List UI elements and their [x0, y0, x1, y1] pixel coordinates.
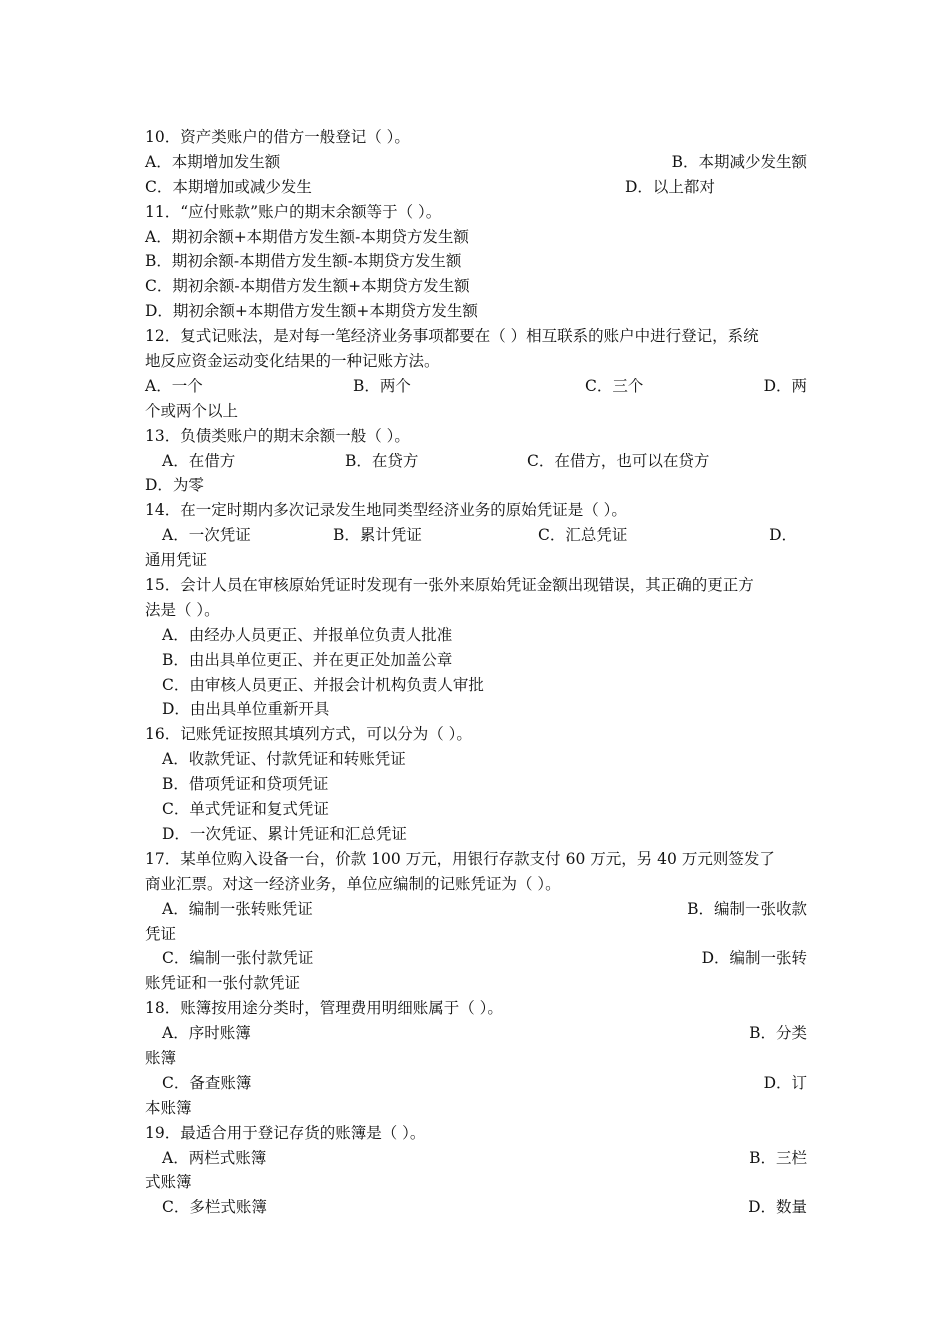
option-d: D．数量 — [748, 1198, 807, 1217]
option-a: A．一次凭证 — [162, 526, 251, 545]
option-row — [145, 449, 807, 474]
option-a: A．两栏式账簿 — [162, 1148, 267, 1167]
question-stem: 19．最适合用于登记存货的账簿是（ ）。 — [145, 1123, 426, 1142]
option-b: B．两个 — [353, 376, 411, 395]
option-row — [145, 1021, 807, 1046]
option-d: D．以上都对 — [625, 177, 715, 196]
option-d: D．由出具单位重新开具 — [162, 700, 330, 719]
question-list — [145, 125, 807, 1220]
option-row — [145, 175, 807, 200]
option-a: A．在借方 — [162, 451, 236, 470]
question-stem-continued: 地反应资金运动变化结果的一种记账方法。 — [145, 352, 440, 371]
option-c: C．期初余额-本期借方发生额+本期贷方发生额 — [145, 277, 470, 296]
option-continued: 通用凭证 — [145, 551, 208, 570]
option-d: D．为零 — [145, 476, 204, 495]
option-b: B．期初余额-本期借方发生额-本期贷方发生额 — [145, 252, 462, 271]
question-stem: 18．账簿按用途分类时，管理费用明细账属于（ ）。 — [145, 999, 503, 1018]
option-row — [145, 1071, 807, 1096]
option-d: D． — [769, 526, 797, 545]
option-row — [145, 946, 807, 971]
question-stem-continued: 法是（ ）。 — [145, 600, 220, 619]
option-d: D．两 — [763, 376, 807, 395]
option-continued: 凭证 — [145, 924, 177, 943]
question-stem: 14．在一定时期内多次记录发生地同类型经济业务的原始凭证是（ ）。 — [145, 501, 627, 520]
option-row — [145, 523, 807, 548]
question-stem: 10．资产类账户的借方一般登记（ ）。 — [145, 128, 410, 146]
option-c: C．备查账簿 — [162, 1073, 252, 1092]
option-d: D．一次凭证、累计凭证和汇总凭证 — [162, 824, 407, 843]
option-a: A．一个 — [145, 376, 203, 395]
option-b: B．借项凭证和贷项凭证 — [162, 775, 329, 794]
option-b: B．编制一张收款 — [687, 899, 807, 918]
question-stem: 12．复式记账法，是对每一笔经济业务事项都要在（ ）相互联系的账户中进行登记，系统 — [145, 327, 759, 346]
option-continued: 式账簿 — [145, 1173, 192, 1192]
option-c: C．在借方，也可以在贷方 — [527, 451, 710, 470]
option-b: B．在贷方 — [345, 451, 419, 470]
option-d: D．订 — [763, 1073, 807, 1092]
option-b: B．累计凭证 — [333, 526, 422, 545]
question-stem: 16．记账凭证按照其填列方式，可以分为（ ）。 — [145, 725, 472, 744]
option-c: C．多栏式账簿 — [162, 1198, 267, 1217]
question-stem-continued: 商业汇票。对这一经济业务，单位应编制的记账凭证为（ ）。 — [145, 874, 561, 893]
question-stem: 13．负债类账户的期末余额一般（ ）。 — [145, 426, 410, 445]
option-c: C．编制一张付款凭证 — [162, 949, 314, 968]
question-stem: 11．“应付账款”账户的期末余额等于（ ）。 — [145, 202, 442, 221]
question-stem: 15．会计人员在审核原始凭证时发现有一张外来原始凭证金额出现错误，其正确的更正方 — [145, 576, 754, 595]
option-a: A．编制一张转账凭证 — [162, 899, 313, 918]
option-row — [145, 1146, 807, 1171]
option-continued: 账凭证和一张付款凭证 — [145, 974, 301, 993]
option-b: B．本期减少发生额 — [671, 152, 807, 171]
option-row — [145, 897, 807, 922]
option-b: B．由出具单位更正、并在更正处加盖公章 — [162, 650, 453, 669]
option-continued: 账簿 — [145, 1048, 177, 1067]
option-row — [145, 374, 807, 399]
option-row — [145, 150, 807, 175]
option-continued: 本账簿 — [145, 1098, 192, 1117]
option-b: B．三栏 — [749, 1148, 807, 1167]
question-stem: 17．某单位购入设备一台，价款 100 万元，用银行存款支付 60 万元，另 40 万元则签发了 — [145, 849, 775, 868]
option-row — [145, 1195, 807, 1220]
option-d: D．编制一张转 — [701, 949, 807, 968]
option-a: A．由经办人员更正、并报单位负责人批准 — [162, 625, 453, 644]
option-a: A．收款凭证、付款凭证和转账凭证 — [162, 750, 406, 769]
option-c: C．单式凭证和复式凭证 — [162, 800, 329, 819]
option-continued: 个或两个以上 — [145, 401, 239, 420]
option-a: A．序时账簿 — [162, 1024, 251, 1043]
option-a: A．本期增加发生额 — [145, 152, 281, 171]
option-a: A．期初余额+本期借方发生额-本期贷方发生额 — [145, 227, 469, 246]
option-c: C．本期增加或减少发生 — [145, 177, 312, 196]
option-b: B．分类 — [749, 1024, 807, 1043]
option-d: D．期初余额+本期借方发生额+本期贷方发生额 — [145, 302, 478, 321]
option-c: C．由审核人员更正、并报会计机构负责人审批 — [162, 675, 484, 694]
option-c: C．三个 — [585, 376, 644, 395]
option-c: C．汇总凭证 — [538, 526, 628, 545]
